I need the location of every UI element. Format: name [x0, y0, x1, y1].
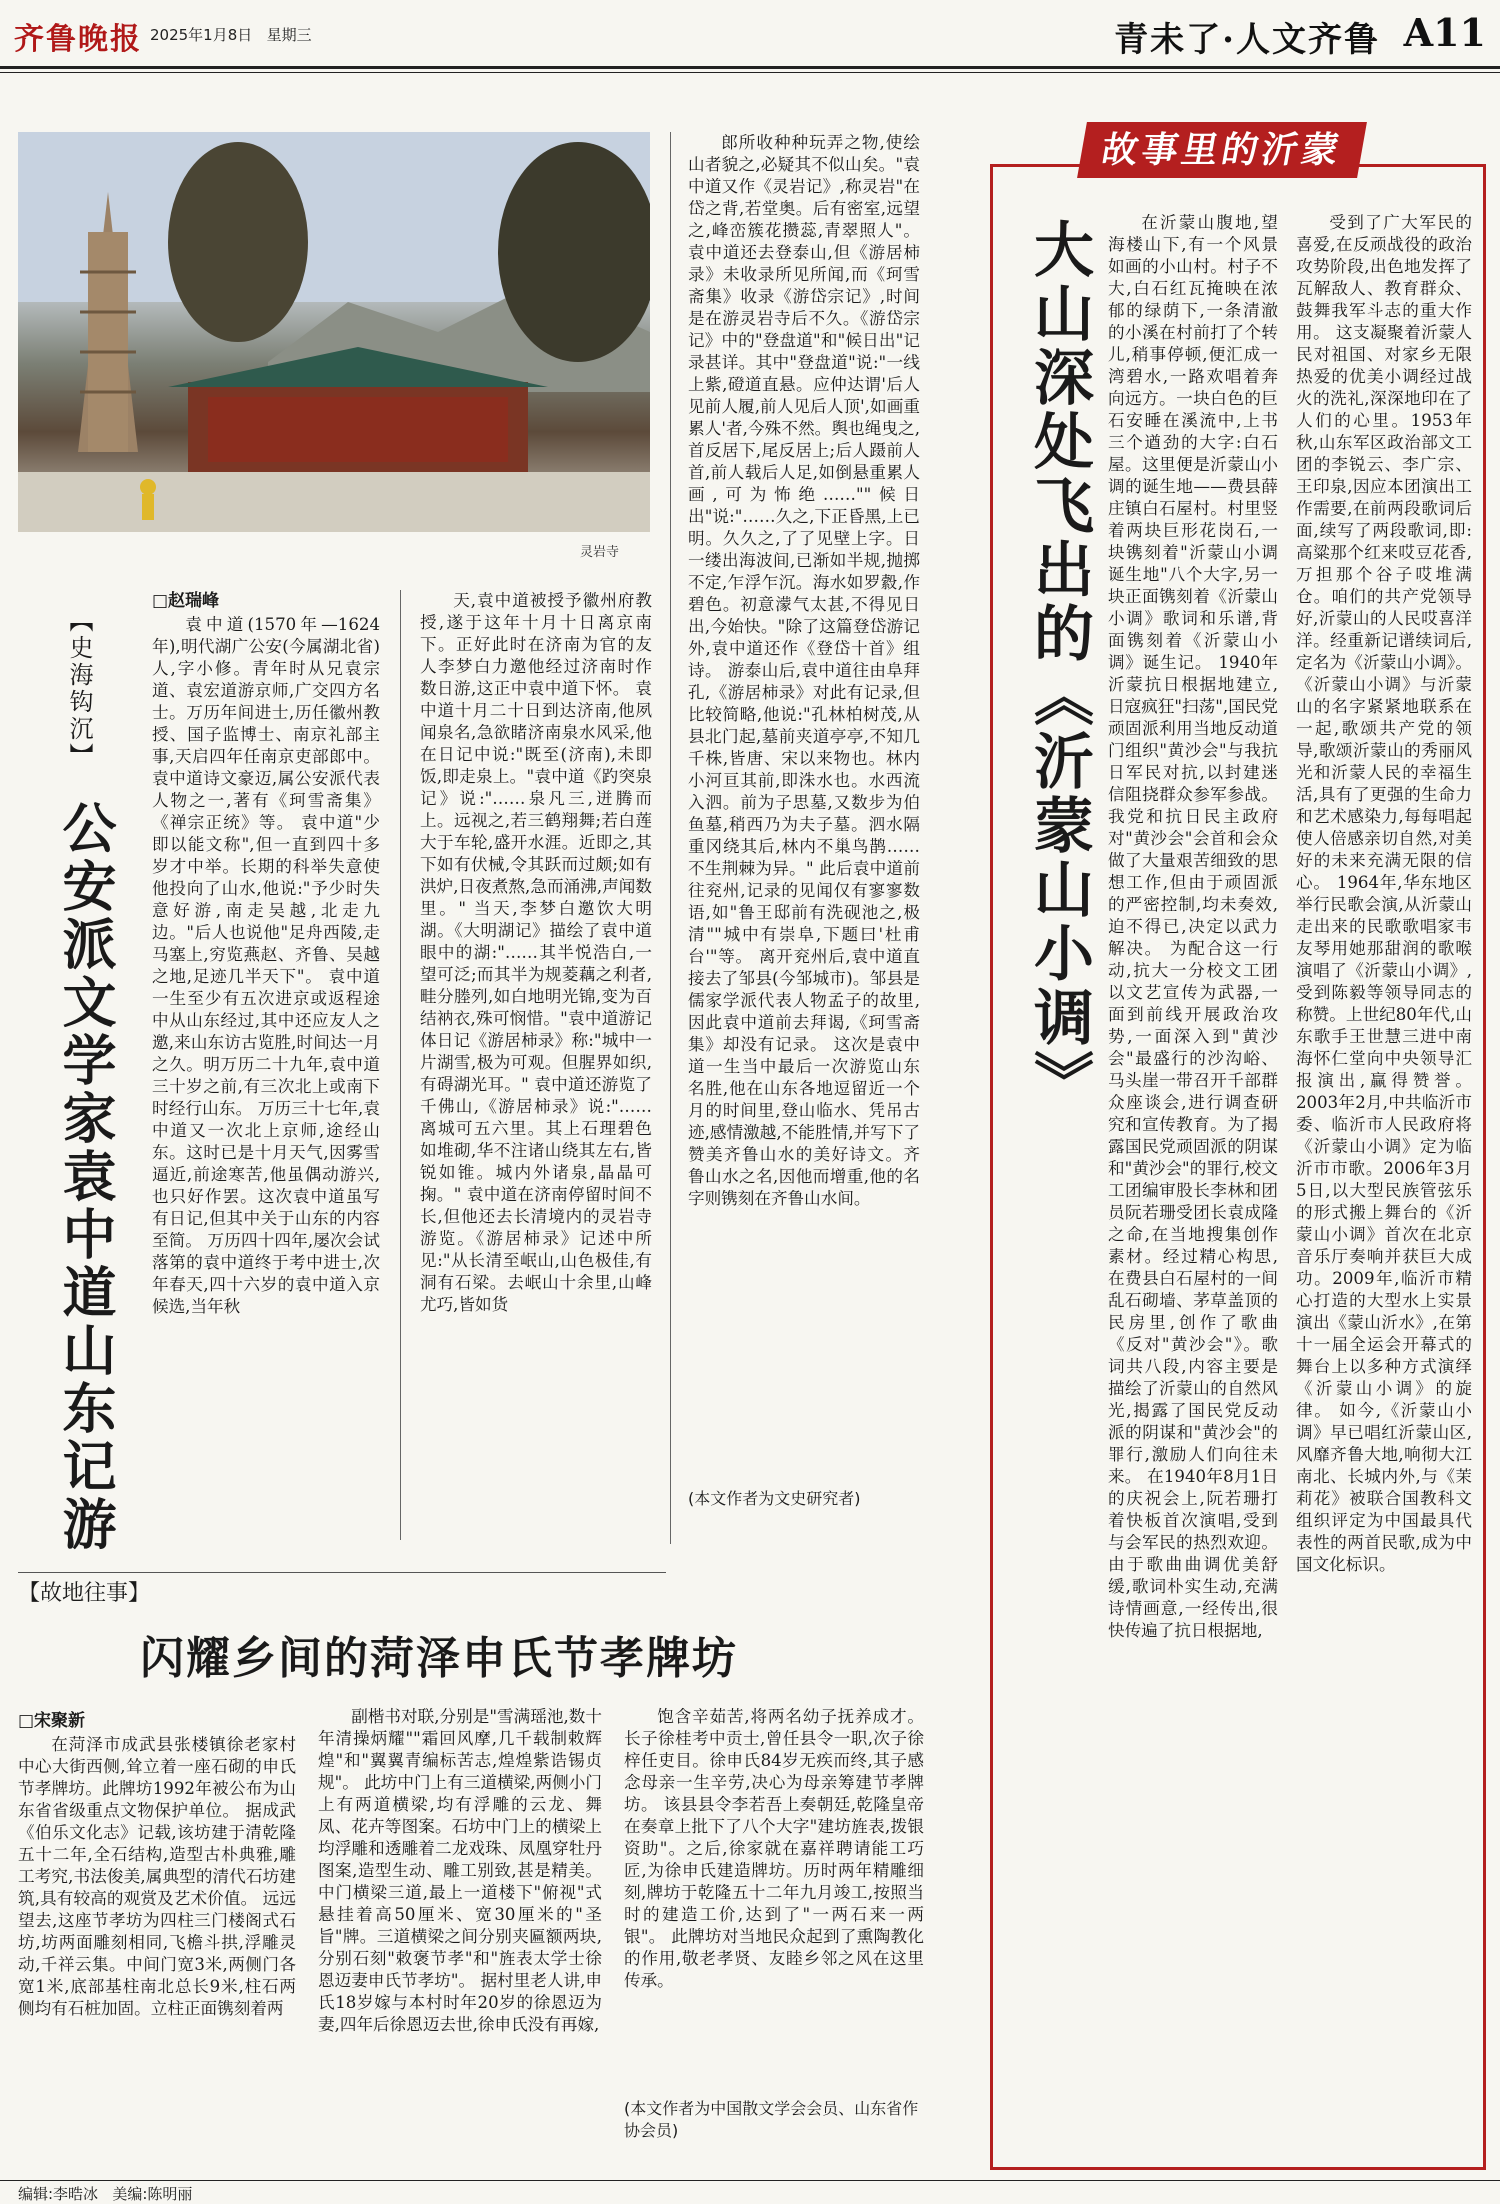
article3-column-1: 在沂蒙山腹地,望海楼山下,有一个风景如画的小山村。村子不大,白石红瓦掩映在浓郁的绿荫下,一条清澈的小溪在村前打了个转儿,稍事停顿,便汇成一湾碧水,一路欢唱着奔向远方。一块白色的巨石安睡在溪流中,上书三个遒劲的大字:白石屋。这里便是沂蒙山小调的诞生地——费县薛庄镇白石屋村。村里竖着两块巨形花岗石,一块镌刻着"沂蒙山小调诞生地"八个大字,另一块正面镌刻着《沂蒙山小调》歌词和乐谱,背面镌刻着《沂蒙山小调》诞生记。 1940年沂蒙抗日根据地建立,日寇疯狂"扫荡",国民党顽固派利用当地反动道门组织"黄沙会"与我抗日军民对抗,以封建迷信阻挠群众参军参战。我党和抗日民主政府对"黄沙会"会首和会众做了大量艰苦细致的思想工作,但由于顽固派的严密控制,均未奏效,迫不得已,决定以武力解决。 为配合这一行动,抗大一分校文工团以文艺宣传为武器,一面到前线开展政治攻势,一面深入到"黄沙会"最盛行的沙沟峪、马头崖一带召开千部群众座谈会,进行调查研究和宣传教育。为了揭露国民党顽固派的阴谋和"黄沙会"的罪行,校文工团编审股长李林和团员阮若珊受团长袁成隆之命,在当地搜集创作素材。经过精心构思,在费县白石屋村的一间乱石砌墙、茅草盖顶的民房里,创作了歌曲《反对"黄沙会"》。歌词共八段,内容主要是描绘了沂蒙山的自然风光,揭露了国民党反动派的阴谋和"黄沙会"的罪行,激励人们向往未来。 在1940年8月1日的庆祝会上,阮若珊打着快板首次演唱,受到与会军民的热烈欢迎。由于歌曲曲调优美舒缓,歌词朴实生动,充满诗情画意,一经传出,很快传遍了抗日根据地, [1108, 213, 1278, 1640]
weekday-text: 星期三 [266, 26, 312, 44]
header-rule [0, 66, 1500, 69]
footer-credits [18, 2183, 192, 2204]
masthead: 齐鲁晚报 [14, 22, 142, 57]
article2-column-3: 饱含辛茹苦,将两名幼子抚养成才。长子徐桂考中贡士,曾任县令一职,次子徐梓任吏目。徐申氏84岁无疾而终,其子感念母亲一生辛劳,决心为母亲筹建节孝牌坊。 该县县令李若吾上奏朝廷,乾隆皇帝在奏章上批下了八个大字"建坊旌表,拨银资助"。之后,徐家就在嘉祥聘请能工巧匠,为徐申氏建造牌坊。历时两年精雕细刻,牌坊于乾隆五十二年九月竣工,按照当时的建造工价,达到了"一两石来一两银"。 此牌坊对当地民众起到了熏陶教化的作用,敬老孝贤、友睦乡邻之风在这里传承。 [624, 1707, 924, 1990]
page-number: A11 [1403, 10, 1486, 55]
article2-title: 闪耀乡间的菏泽申氏节孝牌坊 [140, 1633, 738, 1684]
column-divider [400, 590, 401, 1540]
lingyan-temple-photo [18, 132, 650, 532]
photo-illustration [18, 132, 650, 532]
date-text: 2025年1月8日 [150, 26, 253, 44]
article2-author: □宋聚新 [18, 1711, 86, 1731]
article2-column-2: 副楷书对联,分别是"雪满瑶池,数十年清操炳耀""霜回风摩,几千载制敕辉煌"和"翼翼青编标苦志,煌煌紫诰锡贞规"。 此坊中门上有三道横梁,两侧小门上有两道横梁,均有浮雕的云龙、舞凤、花卉等图案。石坊中门上的横梁上均浮雕和透雕着二龙戏珠、凤凰穿牡丹图案,造型生动、雕工别致,甚是精美。中门横梁三道,最上一道楼下"俯视"式悬挂着高50厘米、宽30厘米的"圣旨"牌。三道横梁之间分别夹匾额两块,分别石刻"敕褒节孝"和"旌表太学士徐恩迈妻申氏节孝坊"。 据村里老人讲,申氏18岁嫁与本村时年20岁的徐恩迈为妻,四年后徐恩迈去世,徐申氏没有再嫁, [318, 1707, 602, 2034]
column-tag-oldplace: 【故地往事】 [18, 1581, 151, 1606]
photo-caption: 灵岩寺 [580, 545, 620, 560]
designer-credit: 美编:陈明丽 [112, 2185, 193, 2203]
editor-credit: 编辑:李晧冰 [18, 2185, 99, 2203]
column-tag-history: 【史海钩沉】 [65, 608, 93, 770]
section-rule [18, 1572, 666, 1573]
article2-column-1: 在菏泽市成武县张楼镇徐老家村中心大街西侧,耸立着一座石砌的申氏节孝牌坊。此牌坊1992年被公布为山东省省级重点文物保护单位。 据成武《伯乐文化志》记载,该坊建于清乾隆五十二年,全石结构,造型古朴典雅,雕工考究,书法俊美,属典型的清代石坊建筑,具有较高的观赏及艺术价值。 远远望去,这座节孝坊为四柱三门楼阁式石坊,坊两面雕刻相同,飞檐斗拱,浮雕灵动,千祥云集。中间门宽3米,两侧门各宽1米,底部基柱南北总长9米,柱石两侧均有石桩加固。立柱正面镌刻着两 [18, 1735, 296, 2018]
column-divider [670, 132, 671, 1544]
article1-column-3: 郎所收种种玩弄之物,使绘山者貌之,必疑其不似山矣。"袁中道又作《灵岩记》,称灵岩"在岱之背,若堂奥。后有密室,远望之,峰峦簇花攒蕊,青翠照人"。 袁中道还去登泰山,但《游居柿录》未收录所见所闻,而《珂雪斋集》收录《游岱宗记》,时间是在游灵岩寺后不久。《游岱宗记》中的"登盘道"和"候日出"记录甚详。其中"登盘道"说:"一线上紫,磴道直悬。应仲达谓'后人见前人履,前人见后人顶',如画重累人'者,今殊不然。舆也绳曳之,首反居下,尾反居上;后人蹑前人首,前人载后人足,如倒悬重累人画,可为怖绝……""候日出"说:"……久之,下正昏黑,上已明。久久之,了了见壁上字。日一缕出海波间,已渐如半规,抛掷不定,乍浮乍沉。海水如罗縠,作碧色。初意濛气太甚,不得见日出,今始快。"除了这篇登岱游记外,袁中道还作《登岱十首》组诗。 游泰山后,袁中道往由阜拜孔,《游居柿录》对此有记录,但比较简略,他说:"孔林柏树茂,从县北门起,墓前夹道亭亭,不知几千株,皆唐、宋以来物也。林内小河亘其前,即洙水也。水西流入泗。前为子思墓,又数步为伯鱼墓,稍西乃为夫子墓。泗水隔重冈绕其后,林内不巢鸟鹊……不生荆棘为异。" 此后袁中道前往兖州,记录的见闻仅有寥寥数语,如"鲁王邸前有洗砚池之,极清""城中有崇阜,下题曰'杜甫台'"等。 离开兖州后,袁中道直接去了邹县(今邹城市)。邹县是儒家学派代表人物孟子的故里,因此袁中道前去拜谒,《珂雪斋集》却没有记录。 这次是袁中道一生当中最后一次游览山东名胜,他在山东各地逗留近一个月的时间里,登山临水、凭吊古迹,感情激越,不能胜情,并写下了赞美齐鲁山水的美好诗文。齐鲁山水之名,因他而增重,他的名字则镌刻在齐鲁山水间。 [688, 133, 920, 1208]
article2-author-note: (本文作者为中国散文学会会员、山东省作协会员) [624, 2099, 919, 2140]
footer-rule [0, 2180, 1500, 2181]
issue-date [150, 24, 312, 45]
header-rule-thin [0, 72, 1500, 73]
section-title: 青未了·人文齐鲁 [1114, 20, 1380, 60]
article1-title: 公安派文学家袁中道山东记游 [54, 800, 118, 1554]
feature-banner: 故事里的沂蒙 [1077, 122, 1367, 178]
article1-author: □赵瑞峰 [152, 591, 220, 611]
article1-column-1: 袁中道(1570年—1624年),明代湖广公安(今属湖北省)人,字小修。青年时从兄袁宗道、袁宏道游京师,广交四方名士。万历年间进士,历任徽州教授、国子监博士、南京礼部主事,天启四年任南京吏部郎中。袁中道诗文豪迈,属公安派代表人物之一,著有《珂雪斋集》《禅宗正统》等。 袁中道"少即以能文称",但一直到四十多岁才中举。长期的科举失意使他投向了山水,他说:"予少时失意好游,南走吴越,北走九边。"后人也说他"足舟西陵,走马塞上,穷览燕赵、齐鲁、吴越之地,足迹几半天下"。 袁中道一生至少有五次进京或返程途中从山东经过,其中还应友人之邀,来山东访古览胜,时间达一月之久。明万历二十九年,袁中道三十岁之前,有三次北上或南下时经行山东。 万历三十七年,袁中道又一次北上京师,途经山东。这时已是十月天气,因雾雪逼近,前途寒苦,他虽偶动游兴,也只好作罢。这次袁中道虽写有日记,但其中关于山东的内容至简。 万历四十四年,屡次会试落第的袁中道终于考中进士,次年春天,四十六岁的袁中道入京候选,当年秋 [152, 615, 380, 1316]
article1-author-note: (本文作者为文史研究者) [688, 1489, 861, 1508]
article3-column-2: 受到了广大军民的喜爱,在反顽战役的政治攻势阶段,出色地发挥了瓦解敌人、教育群众、鼓舞我军斗志的重大作用。 这支凝聚着沂蒙人民对祖国、对家乡无限热爱的优美小调经过战火的洗礼,深深地印在了人们的心里。1953年秋,山东军区政治部文工团的李锐云、李广宗、王印泉,因应本团演出工作需要,在前两段歌词后面,续写了两段歌词,即:高粱那个红来哎豆花香,万担那个谷子哎堆满仓。咱们的共产党领导好,沂蒙山的人民哎喜洋洋。经重新记谱续词后,定名为《沂蒙山小调》。《沂蒙山小调》与沂蒙山的名字紧紧地联系在一起,歌颂共产党的领导,歌颂沂蒙山的秀丽风光和沂蒙人民的幸福生活,具有了更强的生命力和艺术感染力,每每唱起使人倍感亲切自然,对美好的未来充满无限的信心。 1964年,华东地区举行民歌会演,从沂蒙山走出来的民歌歌唱家韦友琴用她那甜润的歌喉演唱了《沂蒙山小调》,受到陈毅等领导同志的称赞。上世纪80年代,山东歌手王世慧三进中南海怀仁堂向中央领导汇报演出,赢得赞誉。2003年2月,中共临沂市委、临沂市人民政府将《沂蒙山小调》定为临沂市市歌。2006年3月5日,以大型民族管弦乐的形式搬上舞台的《沂蒙山小调》首次在北京音乐厅奏响并获巨大成功。2009年,临沂市精心打造的大型水上实景演出《蒙山沂水》,在第十一届全运会开幕式的舞台上以多种方式演绎《沂蒙山小调》的旋律。 如今,《沂蒙山小调》早已唱红沂蒙山区,风靡齐鲁大地,响彻大江南北、长城内外,与《茉莉花》被联合国教科文组织评定为中国最具代表性的两首民歌,成为中国文化标识。 [1296, 213, 1472, 1574]
article3-title: 大山深处飞出的《沂蒙山小调》 [1024, 218, 1094, 1114]
article1-column-2: 天,袁中道被授予徽州府教授,遂于这年十月十日离京南下。正好此时在济南为官的友人李梦白力邀他经过济南时作数日游,这正中袁中道下怀。 袁中道十月二十日到达济南,他夙闻泉名,急欲睹济南泉水风采,他在日记中说:"既至(济南),未即饭,即走泉上。"袁中道《趵突泉记》说:"……泉凡三,迸腾而上。远视之,若三鹤翔舞;若白莲大于车轮,盛开水涯。近即之,其下如有伏械,令其跃而过颇;如有洪炉,日夜煮熬,急而涌沸,声闻数里。" 当天,李梦白邀饮大明湖。《大明湖记》描绘了袁中道眼中的湖:"……其半悦浩白,一望可泛;而其半为规菱藕之利者,畦分塍列,如白地明光锦,变为百结衲衣,殊可悯惜。"袁中道游记体日记《游居柿录》称:"城中一片湖雪,极为可观。但腥界如织,有碍湖光耳。" 袁中道还游览了千佛山,《游居柿录》说:"……离城可五六里。其上石理碧色如堆砌,华不注诸山绕其左右,皆锐如锥。城内外诸泉,晶晶可掬。" 袁中道在济南停留时间不长,但他还去长清境内的灵岩寺游览。《游居柿录》记述中所见:"从长清至岷山,山色极佳,有洞有石梁。去岷山十余里,山峰尤巧,皆如货 [420, 591, 652, 1314]
